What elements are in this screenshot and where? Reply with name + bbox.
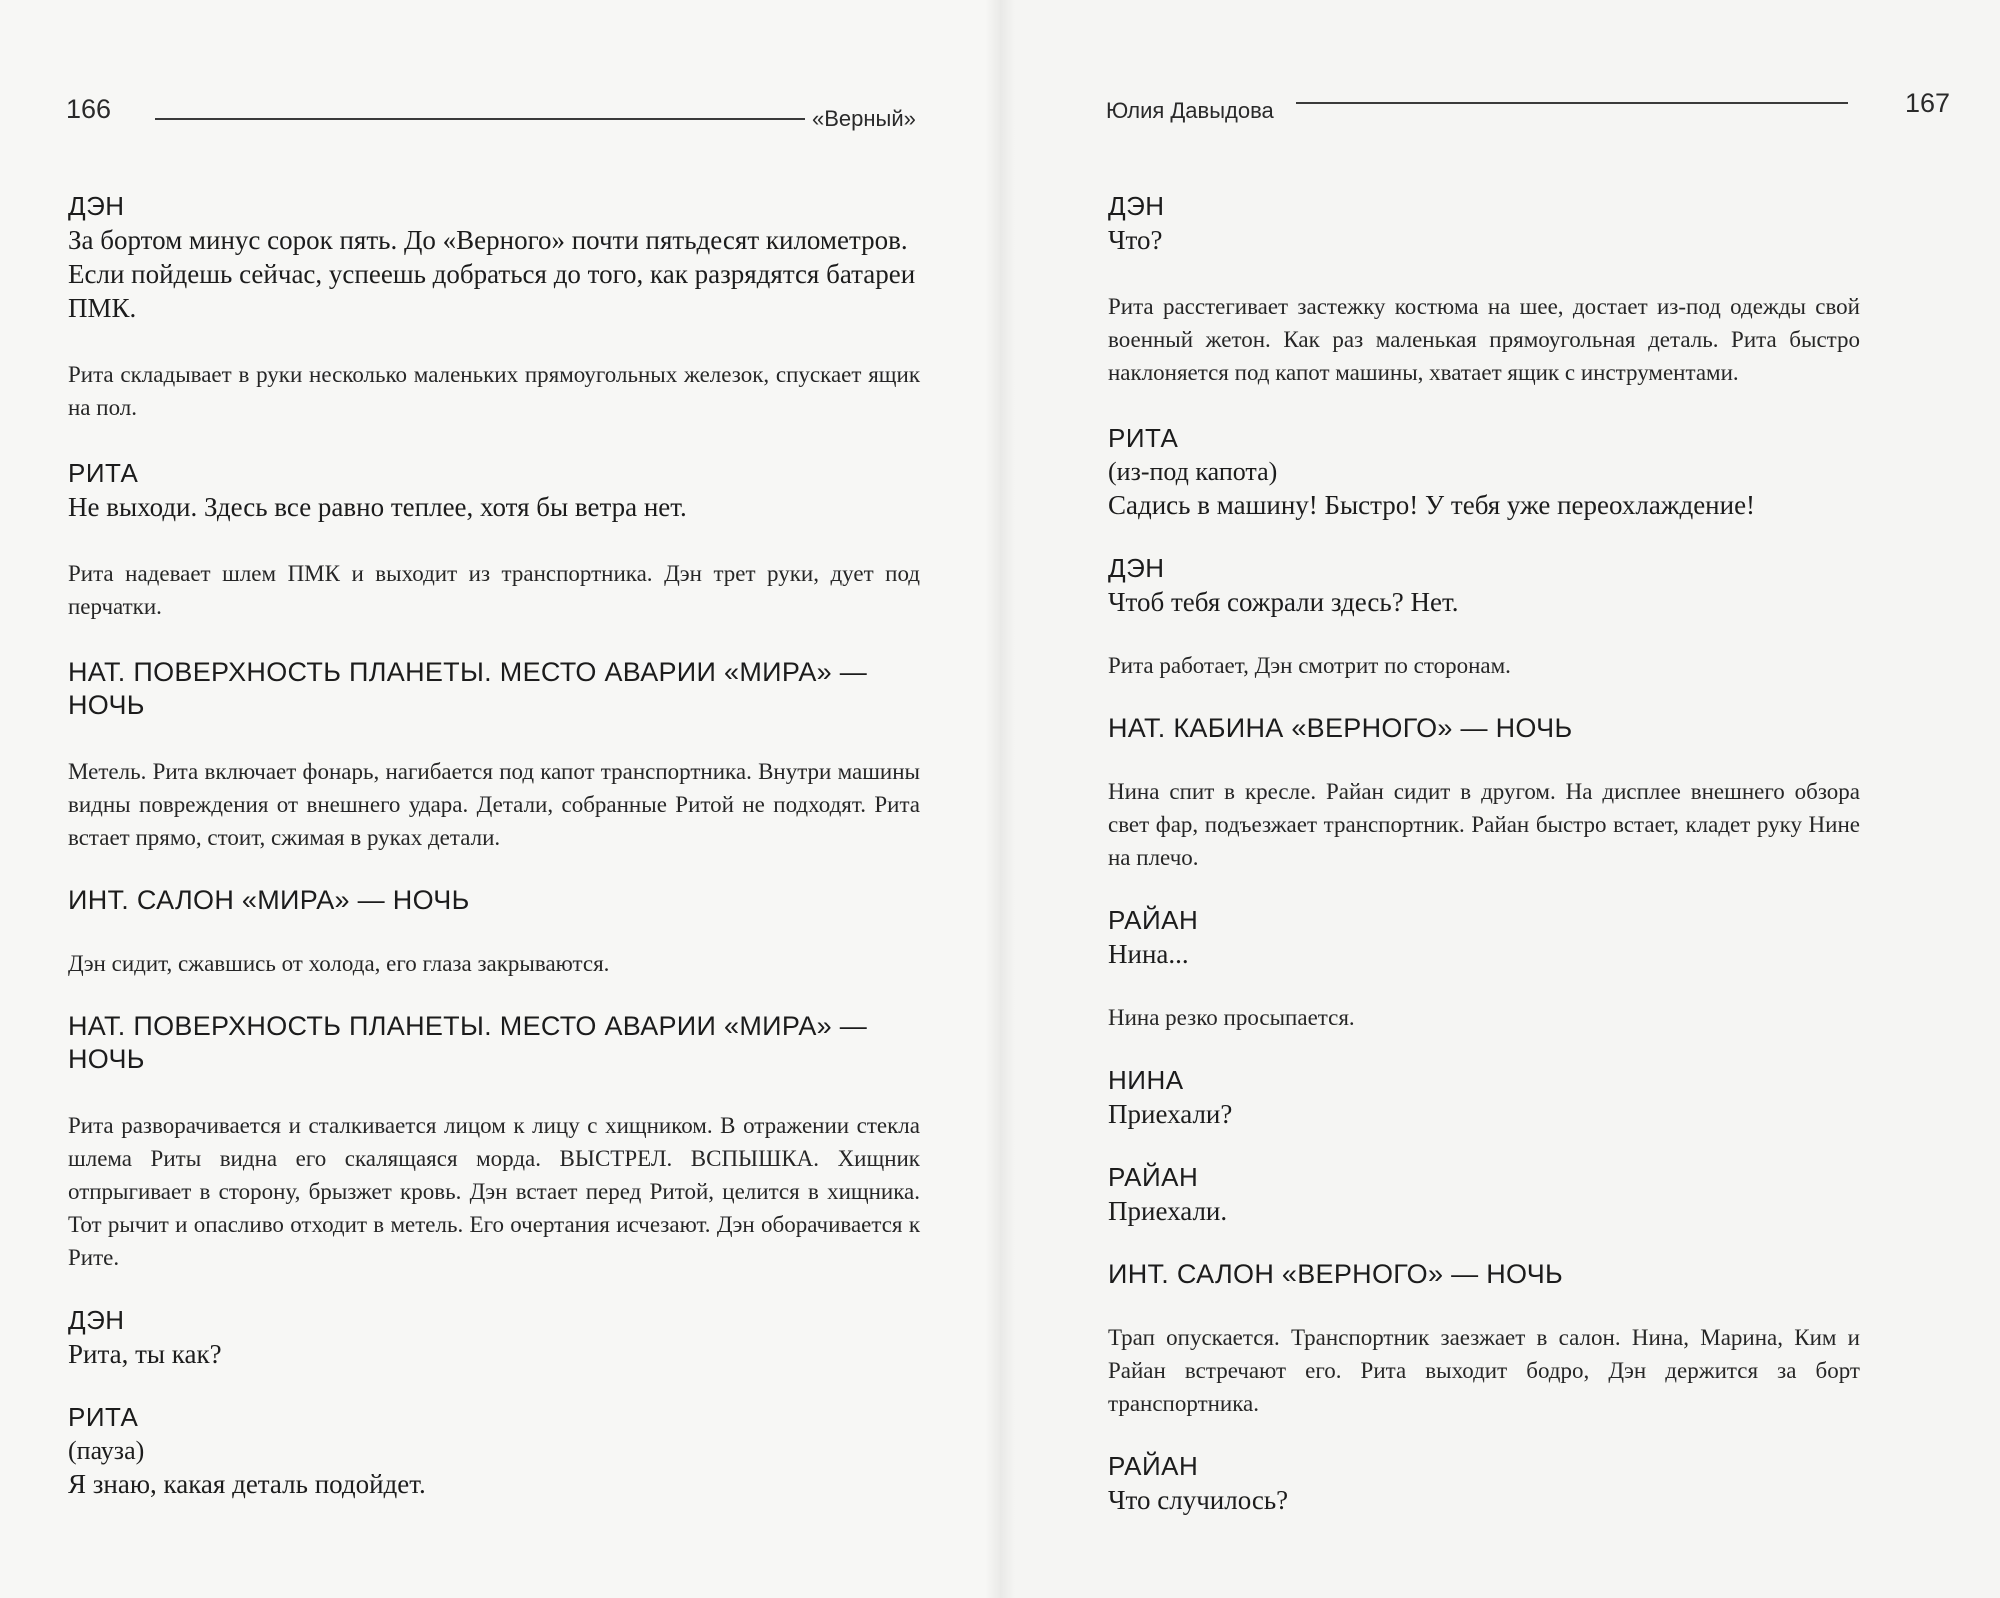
action-line: Рита надевает шлем ПМК и выходит из транспортника. Дэн трет руки, дует под перчатки. xyxy=(68,561,920,619)
dialogue: Что? xyxy=(1108,225,1163,255)
action-line: Дэн сидит, сжавшись от холода, его глаза закрываются. xyxy=(68,951,610,976)
header-rule xyxy=(155,118,805,120)
running-title: «Верный» xyxy=(812,106,916,131)
page-number: 167 xyxy=(1905,88,1951,118)
parenthetical: (пауза) xyxy=(68,1436,145,1465)
action-line: Рита складывает в руки несколько маленьких прямоугольных железок, спускает ящик на пол. xyxy=(68,362,920,420)
left-page-header xyxy=(0,88,1000,131)
dialogue: Приехали. xyxy=(1108,1196,1228,1226)
action-line: Метель. Рита включает фонарь, нагибается под капот транспортника. Внутри машины видны повреждения от внешнего удара. Детали, собранные Ритой не подходят. Рита встает прямо, стоит, сжимая в руках детали. xyxy=(68,759,920,850)
dialogue: Не выходи. Здесь все равно теплее, хотя бы ветра нет. xyxy=(68,492,687,522)
right-page-body xyxy=(1108,190,1860,1517)
action-line: Рита разворачивается и сталкивается лицом к лицу с хищником. В отражении стекла шлема Риты видна его скалящаяся морда. ВЫСТРЕЛ. ВСПЫШКА. Хищник отпрыгивает в сторону, брызжет кровь. Дэн встает перед Ритой, целится в хищника. Тот рычит и опасливо отходит в метель. Его очертания исчезают. Дэн оборачивается к Рите. xyxy=(68,1113,920,1270)
book-gutter xyxy=(985,0,1015,1598)
action-line: Рита расстегивает застежку костюма на шее, достает из-под одежды свой военный жетон. Как раз маленькая прямоугольная деталь. Рита быстро наклоняется под капот машины, хватает ящик с инструментами. xyxy=(1108,294,1860,385)
right-page xyxy=(1000,0,2000,1598)
character-name: РИТА xyxy=(1108,423,1179,453)
character-name: РИТА xyxy=(68,1402,139,1432)
scene-heading: НАТ. КАБИНА «ВЕРНОГО» — НОЧЬ xyxy=(1108,713,1573,743)
character-name: ДЭН xyxy=(68,191,125,221)
character-name: РАЙАН xyxy=(1108,1451,1199,1481)
character-name: ДЭН xyxy=(1108,191,1165,221)
header-rule xyxy=(1296,102,1848,104)
character-name: РАЙАН xyxy=(1108,905,1199,935)
action-line: Рита работает, Дэн смотрит по сторонам. xyxy=(1108,653,1511,678)
action-line: Трап опускается. Транспортник заезжает в салон. Нина, Марина, Ким и Райан встречают его. Рита выходит бодро, Дэн держится за борт транспортника. xyxy=(1108,1325,1860,1416)
scene-heading: НАТ. ПОВЕРХНОСТЬ ПЛАНЕТЫ. МЕСТО АВАРИИ «МИРА» — НОЧЬ xyxy=(68,657,868,720)
action-line: Нина резко просыпается. xyxy=(1108,1005,1355,1030)
scene-heading: ИНТ. САЛОН «ВЕРНОГО» — НОЧЬ xyxy=(1108,1259,1564,1289)
dialogue: Рита, ты как? xyxy=(68,1339,222,1369)
left-page-body xyxy=(68,190,920,1501)
character-name: НИНА xyxy=(1108,1065,1184,1095)
parenthetical: (из-под капота) xyxy=(1108,457,1278,486)
character-name: РИТА xyxy=(68,458,139,488)
scene-heading: ИНТ. САЛОН «МИРА» — НОЧЬ xyxy=(68,885,470,915)
dialogue: Нина... xyxy=(1108,939,1189,969)
dialogue: Что случилось? xyxy=(1108,1485,1289,1515)
dialogue: Чтоб тебя сожрали здесь? Нет. xyxy=(1108,587,1459,617)
character-name: ДЭН xyxy=(68,1305,125,1335)
dialogue: За бортом минус сорок пять. До «Верного» почти пятьдесят километров. Если пойдешь сейчас, успеешь добраться до того, как разрядятся батареи ПМК. xyxy=(68,225,916,323)
running-title: Юлия Давыдова xyxy=(1106,98,1274,123)
character-name: ДЭН xyxy=(1108,553,1165,583)
page-number: 166 xyxy=(66,94,112,124)
dialogue: Приехали? xyxy=(1108,1099,1233,1129)
action-line: Нина спит в кресле. Райан сидит в другом. На дисплее внешнего обзора свет фар, подъезжает транспортник. Райан быстро встает, кладет руку Нине на плечо. xyxy=(1108,779,1860,870)
character-name: РАЙАН xyxy=(1108,1162,1199,1192)
dialogue: Я знаю, какая деталь подойдет. xyxy=(68,1469,426,1499)
dialogue: Садись в машину! Быстро! У тебя уже переохлаждение! xyxy=(1108,490,1756,520)
right-page-header xyxy=(1000,88,2000,128)
scene-heading: НАТ. ПОВЕРХНОСТЬ ПЛАНЕТЫ. МЕСТО АВАРИИ «МИРА» — НОЧЬ xyxy=(68,1011,868,1074)
